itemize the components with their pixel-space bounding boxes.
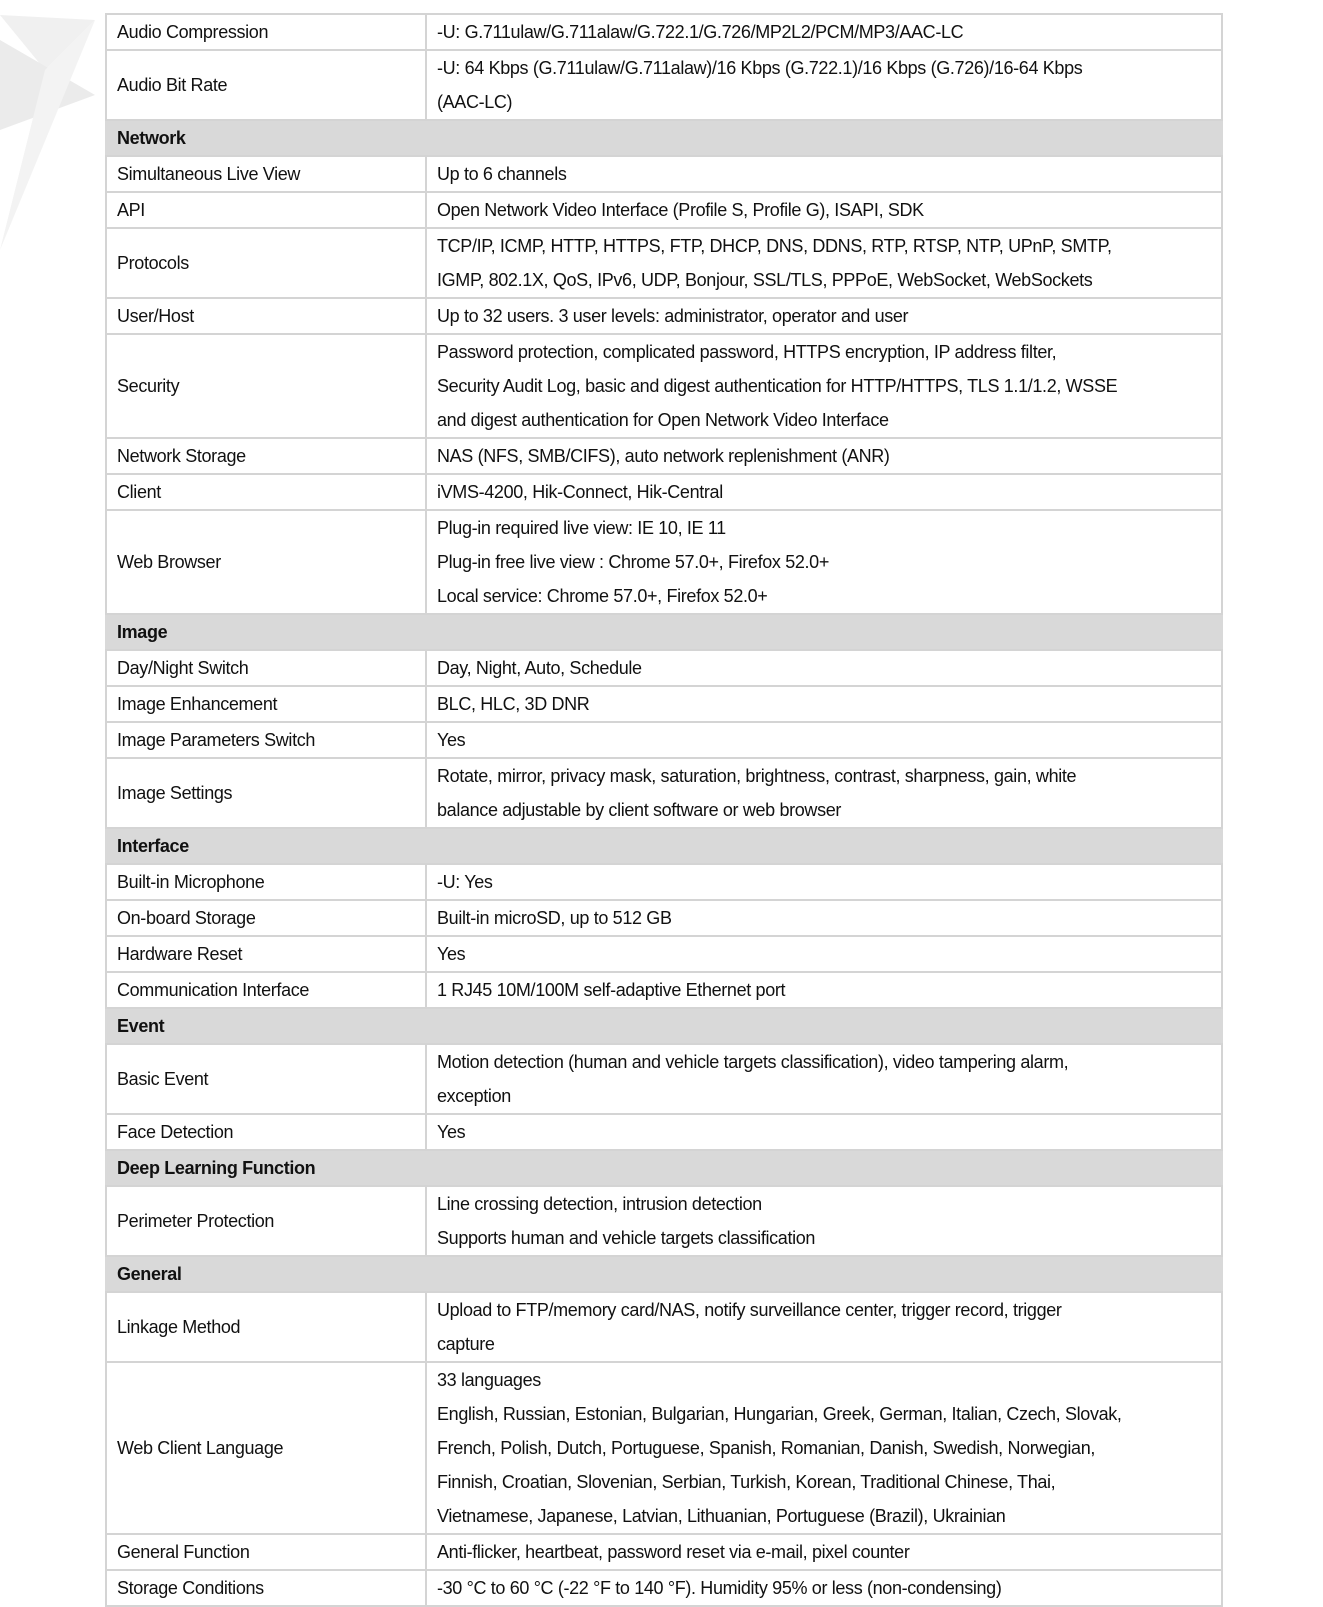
spec-value-line: Security Audit Log, basic and digest authentication for HTTP/HTTPS, TLS 1.1/1.2, WSSE (437, 376, 1118, 396)
spec-value (426, 650, 1222, 686)
spec-row (106, 1292, 1222, 1362)
spec-label: Network Storage (106, 438, 426, 474)
spec-label: User/Host (106, 298, 426, 334)
spec-label: Client (106, 474, 426, 510)
spec-value (426, 14, 1222, 50)
section-header-row (106, 828, 1222, 864)
spec-value-line: iVMS-4200, Hik-Connect, Hik-Central (437, 482, 723, 502)
spec-value-line: NAS (NFS, SMB/CIFS), auto network replenishment (ANR) (437, 446, 890, 466)
spec-value-line: Open Network Video Interface (Profile S, Profile G), ISAPI, SDK (437, 200, 924, 220)
spec-row (106, 864, 1222, 900)
spec-value-line: Line crossing detection, intrusion detection (437, 1194, 762, 1214)
spec-value (426, 936, 1222, 972)
spec-table (105, 13, 1223, 1607)
spec-value-line: exception (437, 1086, 511, 1106)
spec-value-line: -U: Yes (437, 872, 493, 892)
spec-value-line: Password protection, complicated password, HTTPS encryption, IP address filter, (437, 342, 1057, 362)
spec-value-line: Motion detection (human and vehicle targets classification), video tampering alarm, (437, 1052, 1069, 1072)
section-title: Deep Learning Function (106, 1150, 1222, 1186)
spec-value-line: capture (437, 1334, 495, 1354)
spec-value (426, 972, 1222, 1008)
spec-value-line: Anti-flicker, heartbeat, password reset via e-mail, pixel counter (437, 1542, 910, 1562)
section-header-row (106, 1256, 1222, 1292)
spec-label: Security (106, 334, 426, 438)
spec-label: Basic Event (106, 1044, 426, 1114)
spec-value-line: Vietnamese, Japanese, Latvian, Lithuanian, Portuguese (Brazil), Ukrainian (437, 1506, 1006, 1526)
spec-value-line: Finnish, Croatian, Slovenian, Serbian, Turkish, Korean, Traditional Chinese, Thai, (437, 1472, 1056, 1492)
spec-row (106, 686, 1222, 722)
spec-value-line: BLC, HLC, 3D DNR (437, 694, 590, 714)
section-title: General (106, 1256, 1222, 1292)
spec-value-line: Yes (437, 730, 466, 750)
spec-row (106, 438, 1222, 474)
spec-value-line: -U: 64 Kbps (G.711ulaw/G.711alaw)/16 Kbps (G.722.1)/16 Kbps (G.726)/16-64 Kbps (437, 58, 1083, 78)
spec-label: Hardware Reset (106, 936, 426, 972)
spec-value (426, 686, 1222, 722)
spec-value (426, 900, 1222, 936)
spec-value (426, 192, 1222, 228)
section-header-row (106, 1008, 1222, 1044)
spec-row (106, 228, 1222, 298)
spec-row (106, 474, 1222, 510)
spec-label: Protocols (106, 228, 426, 298)
spec-value-line: Up to 6 channels (437, 164, 567, 184)
spec-label: Audio Bit Rate (106, 50, 426, 120)
spec-label: General Function (106, 1534, 426, 1570)
spec-label: Day/Night Switch (106, 650, 426, 686)
section-title: Event (106, 1008, 1222, 1044)
spec-row (106, 722, 1222, 758)
spec-value-line: Upload to FTP/memory card/NAS, notify surveillance center, trigger record, trigger (437, 1300, 1062, 1320)
spec-row (106, 972, 1222, 1008)
spec-value (426, 1570, 1222, 1606)
spec-row (106, 650, 1222, 686)
section-header-row (106, 120, 1222, 156)
spec-value-line: Local service: Chrome 57.0+, Firefox 52.0+ (437, 586, 768, 606)
section-header-row (106, 614, 1222, 650)
spec-value (426, 50, 1222, 120)
spec-label: Communication Interface (106, 972, 426, 1008)
spec-label: Web Browser (106, 510, 426, 614)
spec-value-line: Yes (437, 1122, 466, 1142)
spec-row (106, 14, 1222, 50)
spec-value-line: Built-in microSD, up to 512 GB (437, 908, 672, 928)
spec-value-line: -U: G.711ulaw/G.711alaw/G.722.1/G.726/MP2L2/PCM/MP3/AAC-LC (437, 22, 964, 42)
spec-row (106, 1534, 1222, 1570)
spec-value (426, 1114, 1222, 1150)
spec-label: Built-in Microphone (106, 864, 426, 900)
spec-value-line: Yes (437, 944, 466, 964)
spec-row (106, 758, 1222, 828)
spec-value (426, 474, 1222, 510)
spec-value-line: French, Polish, Dutch, Portuguese, Spanish, Romanian, Danish, Swedish, Norwegian, (437, 1438, 1096, 1458)
spec-value-line: Supports human and vehicle targets classification (437, 1228, 816, 1248)
spec-label: Storage Conditions (106, 1570, 426, 1606)
spec-label: Simultaneous Live View (106, 156, 426, 192)
spec-row (106, 192, 1222, 228)
spec-value-line: Up to 32 users. 3 user levels: administrator, operator and user (437, 306, 909, 326)
spec-value (426, 758, 1222, 828)
spec-value (426, 156, 1222, 192)
spec-row (106, 1114, 1222, 1150)
spec-value (426, 1534, 1222, 1570)
spec-row (106, 298, 1222, 334)
spec-value-line: 1 RJ45 10M/100M self-adaptive Ethernet port (437, 980, 786, 1000)
section-title: Interface (106, 828, 1222, 864)
spec-value-line: and digest authentication for Open Network Video Interface (437, 410, 889, 430)
spec-value (426, 228, 1222, 298)
spec-value-line: Plug-in free live view : Chrome 57.0+, Firefox 52.0+ (437, 552, 829, 572)
spec-row (106, 1570, 1222, 1606)
spec-value-line: IGMP, 802.1X, QoS, IPv6, UDP, Bonjour, SSL/TLS, PPPoE, WebSocket, WebSockets (437, 270, 1093, 290)
spec-row (106, 936, 1222, 972)
section-title: Network (106, 120, 1222, 156)
spec-label: Linkage Method (106, 1292, 426, 1362)
spec-value-line: English, Russian, Estonian, Bulgarian, Hungarian, Greek, German, Italian, Czech, Slovak, (437, 1404, 1122, 1424)
spec-row (106, 1362, 1222, 1534)
spec-row (106, 334, 1222, 438)
spec-label: Image Enhancement (106, 686, 426, 722)
spec-value (426, 438, 1222, 474)
spec-value (426, 298, 1222, 334)
spec-value-line: Day, Night, Auto, Schedule (437, 658, 642, 678)
spec-row (106, 510, 1222, 614)
spec-value (426, 1186, 1222, 1256)
watermark-logo (0, 0, 100, 260)
spec-label: Perimeter Protection (106, 1186, 426, 1256)
spec-value-line: 33 languages (437, 1370, 541, 1390)
spec-value-line: Rotate, mirror, privacy mask, saturation, brightness, contrast, sharpness, gain, white (437, 766, 1077, 786)
spec-value (426, 722, 1222, 758)
section-title: Image (106, 614, 1222, 650)
spec-value (426, 1044, 1222, 1114)
spec-row (106, 156, 1222, 192)
spec-value-line: balance adjustable by client software or web browser (437, 800, 842, 820)
spec-value (426, 334, 1222, 438)
spec-label: Image Settings (106, 758, 426, 828)
spec-label: Audio Compression (106, 14, 426, 50)
spec-value-line: (AAC-LC) (437, 92, 513, 112)
spec-value (426, 1292, 1222, 1362)
spec-row (106, 50, 1222, 120)
spec-row (106, 1044, 1222, 1114)
spec-value (426, 864, 1222, 900)
spec-value-line: Plug-in required live view: IE 10, IE 11 (437, 518, 726, 538)
spec-value-line: -30 °C to 60 °C (-22 °F to 140 °F). Humidity 95% or less (non-condensing) (437, 1578, 1002, 1598)
spec-label: Face Detection (106, 1114, 426, 1150)
spec-row (106, 900, 1222, 936)
section-header-row (106, 1150, 1222, 1186)
spec-label: On-board Storage (106, 900, 426, 936)
spec-value (426, 1362, 1222, 1534)
spec-value (426, 510, 1222, 614)
spec-label: Web Client Language (106, 1362, 426, 1534)
spec-value-line: TCP/IP, ICMP, HTTP, HTTPS, FTP, DHCP, DNS, DDNS, RTP, RTSP, NTP, UPnP, SMTP, (437, 236, 1112, 256)
spec-row (106, 1186, 1222, 1256)
spec-label: API (106, 192, 426, 228)
spec-label: Image Parameters Switch (106, 722, 426, 758)
